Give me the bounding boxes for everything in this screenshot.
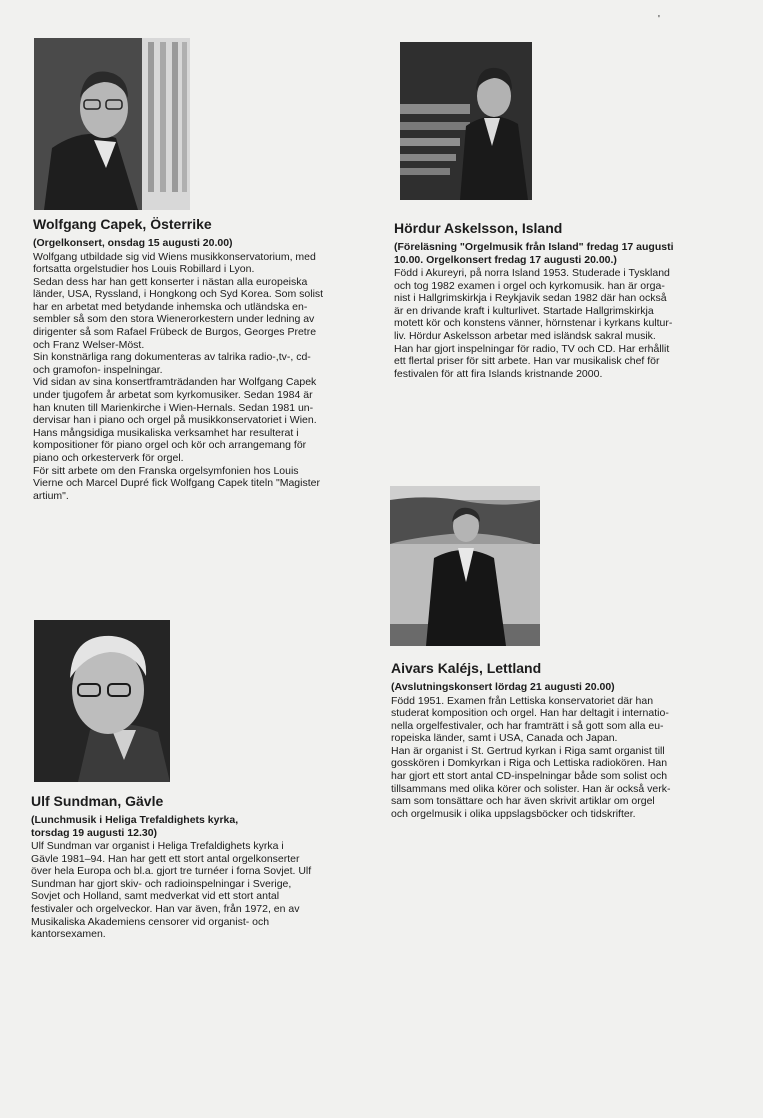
paragraph: Hans mångsidiga musikaliska verksamhet har resulterat i kompositioner för piano orgel och kör och arrangemang för piano och orkesterverk för orgel.	[33, 426, 307, 464]
paragraph: För sitt arbete om den Franska orgelsymfonien hos Louis Vierne och Marcel Dupré fick Wolfgang Capek titeln "Magister artium".	[33, 464, 320, 502]
heading-hordur-askelsson: Hördur Askelsson, Island	[394, 220, 563, 236]
corner-mark: '	[658, 14, 660, 25]
photo-hordur-askelsson	[400, 42, 532, 200]
subheading-ulf-sundman: (Lunchmusik i Heliga Trefaldighets kyrka, torsdag 19 augusti 12.30)	[31, 814, 239, 839]
photo-wolfgang-capek	[34, 38, 190, 210]
paragraph: Vid sidan av sina konsertframträdanden har Wolfgang Capek under tjugofem år arbetat som kyrkomusiker. Sedan 1984 är han knuten till Marienkirche i Wien-Hernals. Sedan 1981 un- dervisar han i piano och orgel på musikkonservatoriet i Wien.	[33, 376, 317, 427]
paragraph: Ulf Sundman var organist i Heliga Trefaldighets kyrka i Gävle 1981–94. Han har gett ett stort antal orgelkonserter över hela Europa och bl.a. gjort tre turnéer i forna Sovjet. Ulf Sundman har gjort skiv- och radioinspelningar i Sverige, Sovjet och Holland, samt medverkat vid ett stort antal festivaler och orgelveckor. Han var även, från 1972, en av Musikaliska Akademiens censorer vid organist- och kantorsexamen.	[31, 840, 312, 941]
heading-ulf-sundman: Ulf Sundman, Gävle	[31, 793, 164, 809]
bio-wolfgang-capek	[33, 216, 378, 502]
paragraph: Sedan dess har han gett konserter i nästan alla europeiska länder, USA, Ryssland, i Hongkong och Syd Korea. Som solist har en arbetat med betydande inhemska och utländska en- sembler så som den stora Wienerorkestern under ledning av dirigenter så som Rafael Frübeck de Burgos, Georges Pretre och Franz Welser-Möst.	[33, 275, 324, 351]
paragraph: Wolfgang utbildade sig vid Wiens musikkonservatorium, med fortsatta orgelstudier hos Louis Robillard i Lyon.	[33, 250, 316, 276]
photo-aivars-kalejs	[390, 486, 540, 646]
paragraph: Född 1951. Examen från Lettiska konservatoriet där han studerat komposition och orgel. Han har deltagit i internatio- nella orgelfestivaler, och har framträtt i så gott som alla eu- ropeiska länder, samt i USA, Canada och Japan.	[391, 694, 669, 745]
photo-ulf-sundman	[34, 620, 170, 782]
subheading-aivars-kalejs: (Avslutningskonsert lördag 21 augusti 20.00)	[391, 681, 615, 693]
paragraph: Han är organist i St. Gertrud kyrkan i Riga samt organist till gosskören i Domkyrkan i Riga och Lettiska radiokören. Han har gjort ett stort antal CD-inspelningar både som solist och tillsammans med olika körer och solister. Han är också verk- sam som tonsättare och har även skrivit artiklar om orgel och orgelmusik i olika uppslagsböcker och tidskrifter.	[391, 744, 671, 820]
subheading-wolfgang-capek: (Orgelkonsert, onsdag 15 augusti 20.00)	[33, 237, 233, 249]
bio-aivars-kalejs	[391, 660, 726, 820]
heading-aivars-kalejs: Aivars Kaléjs, Lettland	[391, 660, 542, 676]
bio-hordur-askelsson	[394, 220, 729, 380]
paragraph: Sin konstnärliga rang dokumenteras av talrika radio-,tv-, cd- och gramofon- inspelningar.	[33, 351, 311, 376]
paragraph: Född i Akureyri, på norra Island 1953. Studerade i Tyskland och tog 1982 examen i orgel och kyrkomusik. han är orga- nist i Hallgrimskirkja i Reykjavik sedan 1982 där han också är en drivande kraft i kulturlivet. Startade Hallgrimskirkja motett kör och konstens vänner, hörnstenar i kyrkans kultur- liv. Hördur Askelsson arbetar med isländsk sakral musik. Han har gjort inspelningar för radio, TV och CD. Har erhållit ett flertal priser för sitt arbete. Han var musikalisk chef för festivalen för att fira Islands kristnande 2000.	[394, 267, 673, 380]
heading-wolfgang-capek: Wolfgang Capek, Österrike	[33, 216, 212, 232]
subheading-hordur-askelsson: (Föreläsning "Orgelmusik från Island" fredag 17 augusti 10.00. Orgelkonsert fredag 17 augusti 20.00.)	[394, 241, 674, 266]
bio-ulf-sundman	[31, 793, 361, 941]
